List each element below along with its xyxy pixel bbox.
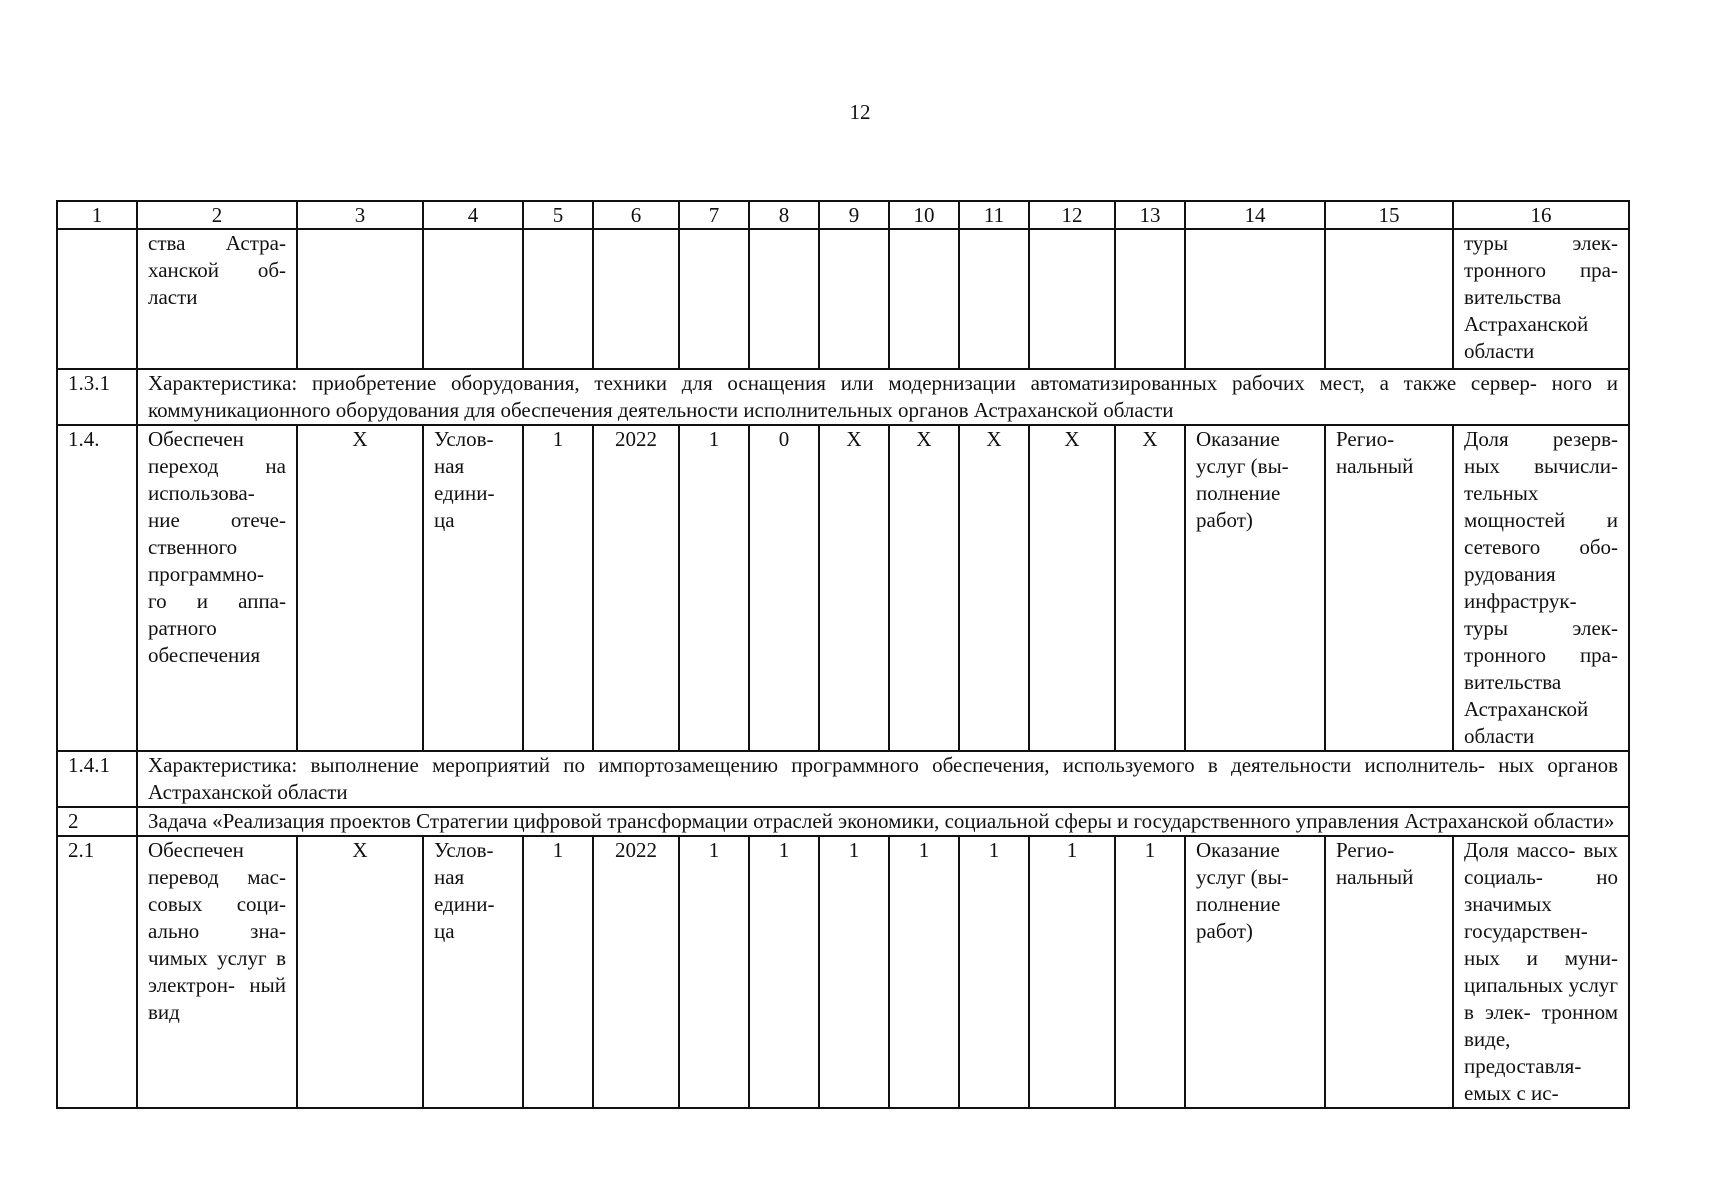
header-cell: 16 — [1453, 201, 1629, 229]
cell-col13: 1 — [1115, 836, 1185, 1108]
header-cell: 8 — [749, 201, 819, 229]
row-number: 2.1 — [57, 836, 137, 1108]
row-number: 1.3.1 — [57, 369, 137, 425]
level-cell: Регио- нальный — [1325, 425, 1453, 751]
continuation-indicator-cell: туры элек- тронного пра- вительства Астраханской области — [1453, 229, 1629, 369]
header-cell: 1 — [57, 201, 137, 229]
year-cell: 2022 — [593, 425, 679, 751]
header-cell: 10 — [889, 201, 959, 229]
cell-col12: 1 — [1029, 836, 1115, 1108]
row-number: 1.4.1 — [57, 751, 137, 807]
task-text: Задача «Реализация проектов Стратегии цифровой трансформации отраслей экономики, социальной сферы и государственного управления Астраханской области» — [137, 807, 1629, 836]
cell-col10: X — [889, 425, 959, 751]
header-cell: 12 — [1029, 201, 1115, 229]
characteristic-text: Характеристика: выполнение мероприятий по импортозамещению программного обеспечения, используемого в деятельности исполнитель- ных органов Астраханской области — [137, 751, 1629, 807]
cell-col3: X — [297, 425, 423, 751]
type-cell: Оказание услуг (вы- полнение работ) — [1185, 836, 1325, 1108]
header-cell: 4 — [423, 201, 523, 229]
row-1-4-1 — [57, 751, 1629, 807]
cell-col7: 1 — [679, 425, 749, 751]
continuation-name-cell: ства Астра- ханской об- ласти — [137, 229, 297, 369]
header-cell: 11 — [959, 201, 1029, 229]
header-row — [57, 201, 1629, 229]
result-name-cell: Обеспечен переход на использова- ние отече- ственного программно- го и аппа- ратного обеспечения — [137, 425, 297, 751]
header-cell: 5 — [523, 201, 593, 229]
cell-col5: 1 — [523, 425, 593, 751]
cell-col5: 1 — [523, 836, 593, 1108]
indicators-table — [56, 200, 1630, 1109]
characteristic-text: Характеристика: приобретение оборудования, техники для оснащения или модернизации автоматизированных рабочих мест, а также сервер- ного и коммуникационного оборудования для обеспечения деятельности исполнительных органов Астраханской области — [137, 369, 1629, 425]
header-cell: 13 — [1115, 201, 1185, 229]
header-cell: 7 — [679, 201, 749, 229]
page-number: 12 — [849, 100, 871, 124]
year-cell: 2022 — [593, 836, 679, 1108]
cell-col13: X — [1115, 425, 1185, 751]
result-name-cell: Обеспечен перевод мас- совых соци- ально зна- чимых услуг в электрон- ный вид — [137, 836, 297, 1108]
cell-col11: 1 — [959, 836, 1029, 1108]
row-number: 1.4. — [57, 425, 137, 751]
unit-cell: Услов- ная едини- ца — [423, 836, 523, 1108]
header-cell: 14 — [1185, 201, 1325, 229]
continuation-row — [57, 229, 1629, 369]
header-cell: 3 — [297, 201, 423, 229]
cell-col12: X — [1029, 425, 1115, 751]
cell-col9: X — [819, 425, 889, 751]
level-cell: Регио- нальный — [1325, 836, 1453, 1108]
header-cell: 15 — [1325, 201, 1453, 229]
type-cell: Оказание услуг (вы- полнение работ) — [1185, 425, 1325, 751]
row-number: 2 — [57, 807, 137, 836]
row-2 — [57, 807, 1629, 836]
row-1-3-1 — [57, 369, 1629, 425]
cell-col8: 0 — [749, 425, 819, 751]
cell-col11: X — [959, 425, 1029, 751]
header-cell: 2 — [137, 201, 297, 229]
indicator-cell: Доля массо- вых социаль- но значимых государствен- ных и муни- ципальных услуг в элек- тронном виде, предоставля- емых с ис- — [1453, 836, 1629, 1108]
row-2-1 — [57, 836, 1629, 1108]
header-cell: 9 — [819, 201, 889, 229]
row-1-4 — [57, 425, 1629, 751]
unit-cell: Услов- ная едини- ца — [423, 425, 523, 751]
cell-col9: 1 — [819, 836, 889, 1108]
cell-col3: X — [297, 836, 423, 1108]
cell-col7: 1 — [679, 836, 749, 1108]
cell-col8: 1 — [749, 836, 819, 1108]
cell-col10: 1 — [889, 836, 959, 1108]
indicator-cell: Доля резерв- ных вычисли- тельных мощностей и сетевого обо- рудования инфраструк- туры элек- тронного пра- вительства Астраханской области — [1453, 425, 1629, 751]
header-cell: 6 — [593, 201, 679, 229]
